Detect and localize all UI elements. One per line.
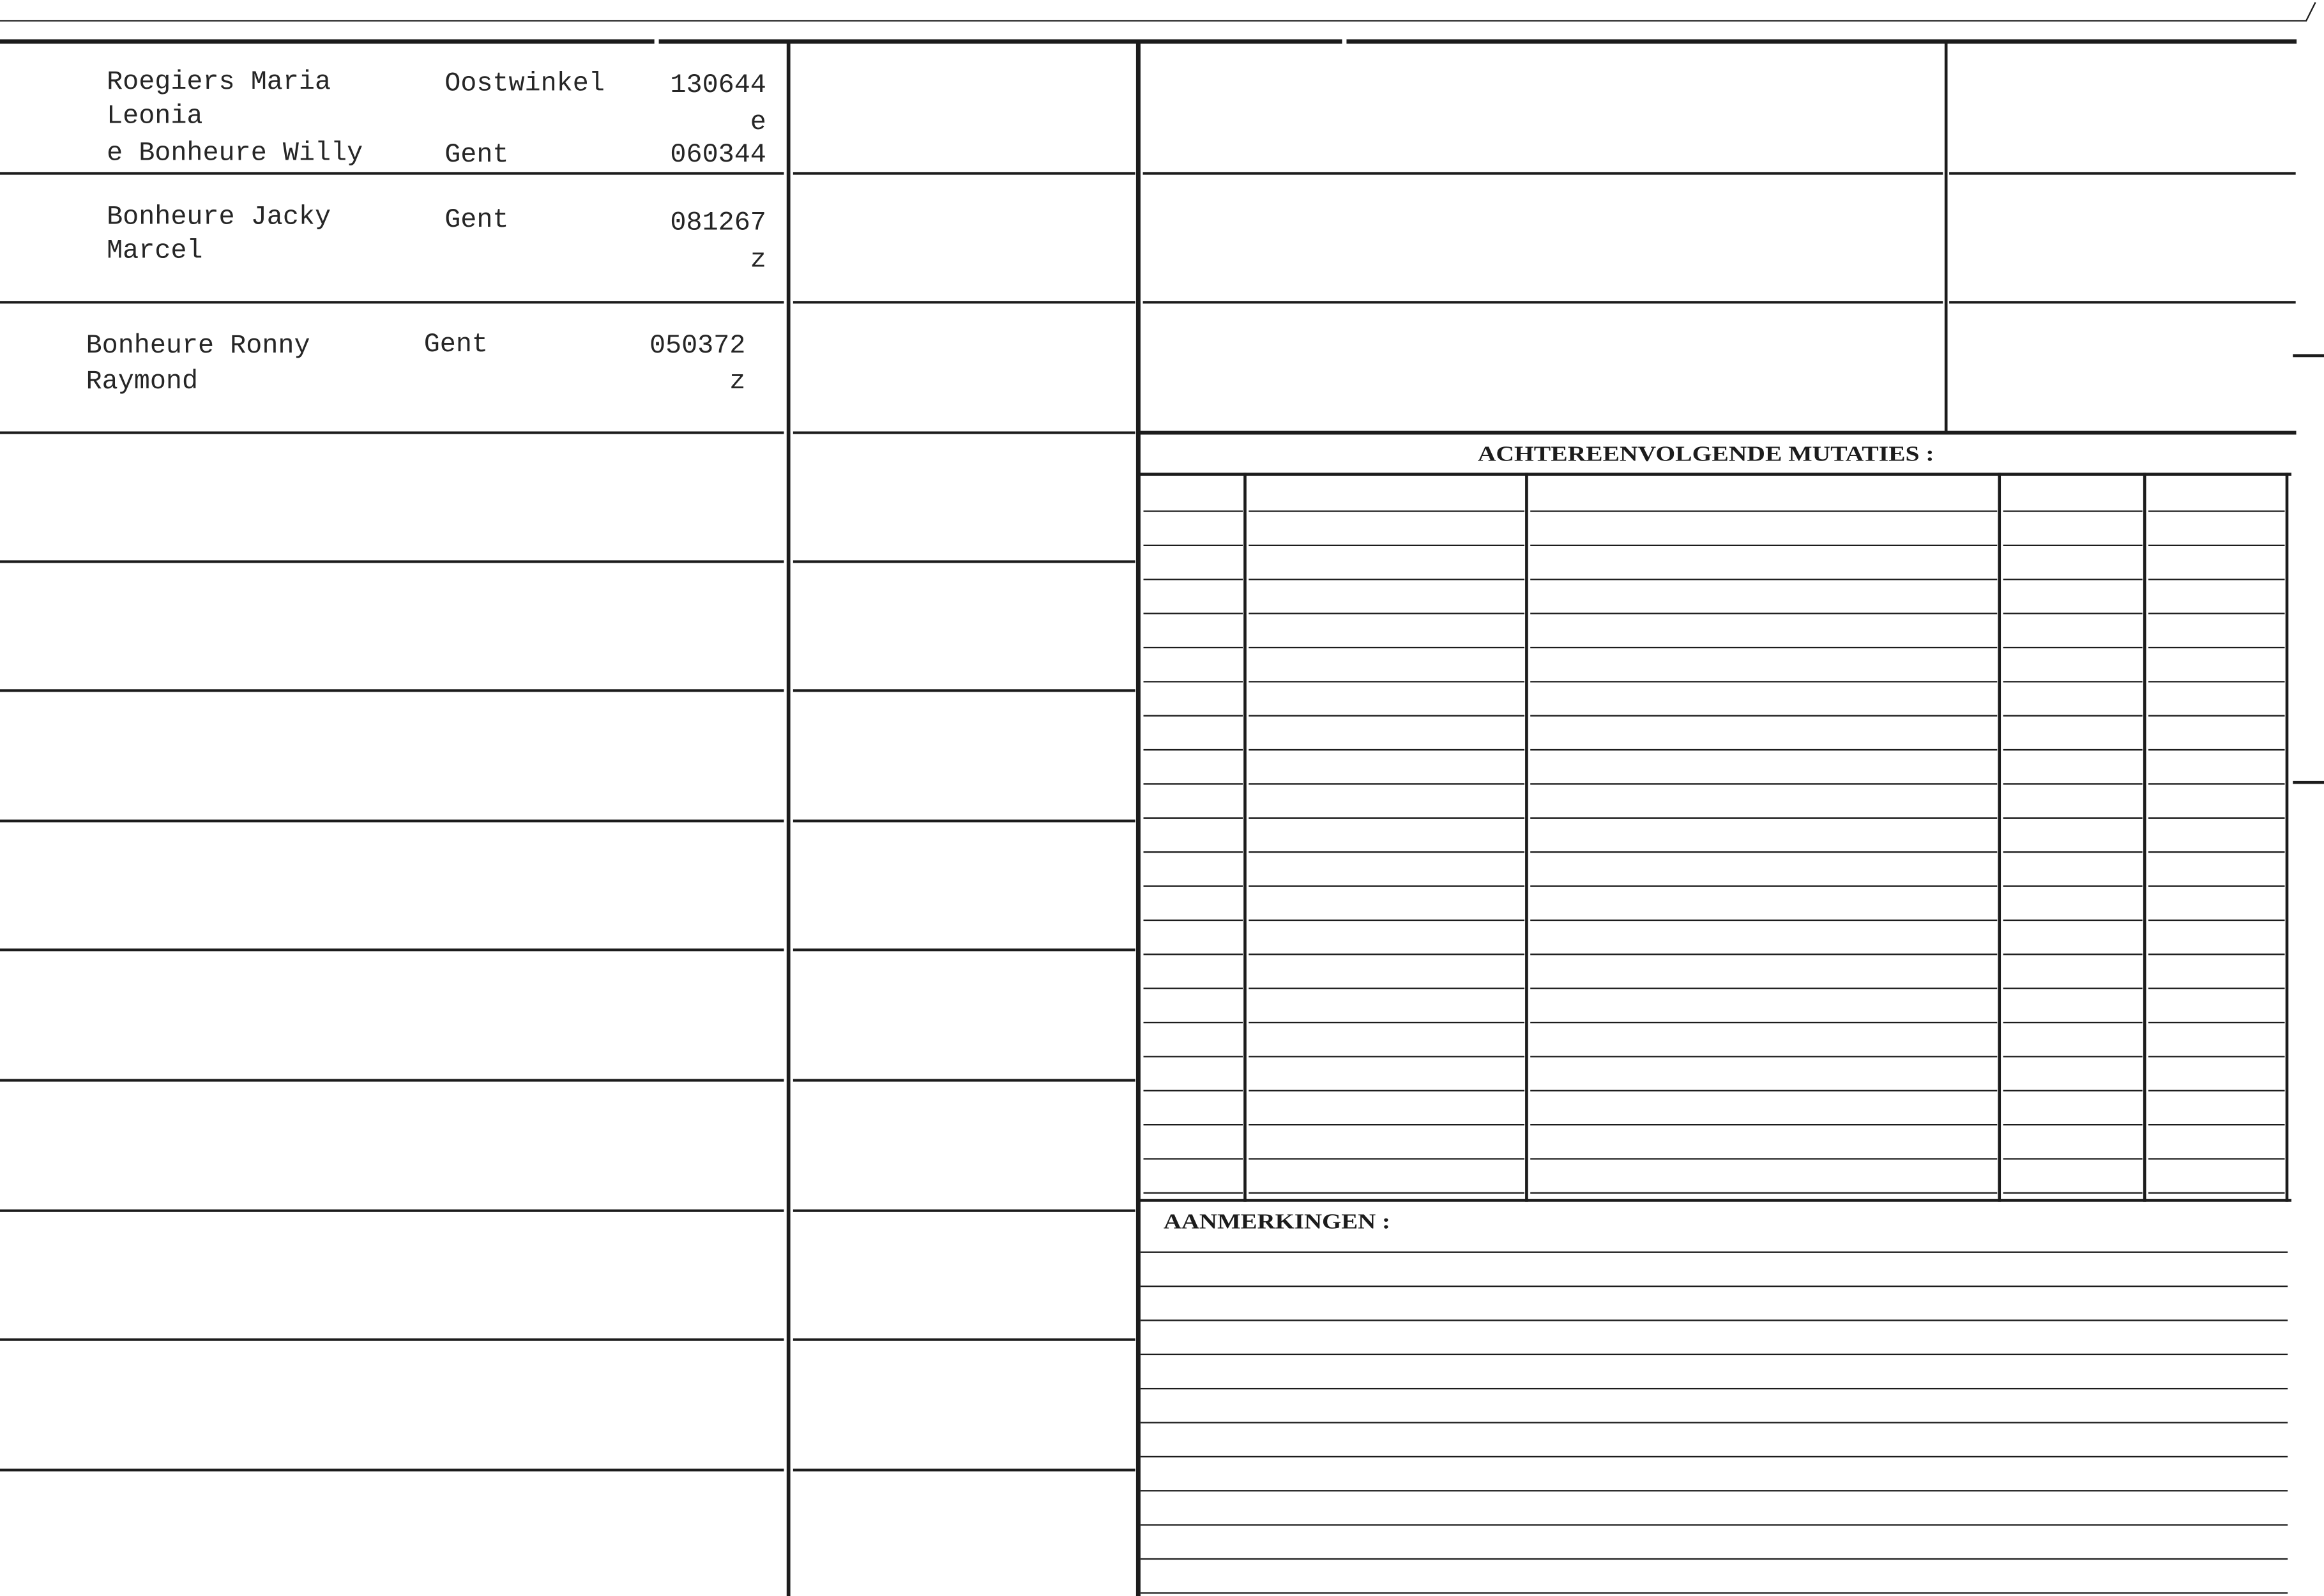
entry-code-line: 130644 (670, 69, 766, 100)
ruled-lines (0, 173, 2295, 1593)
entry-place-line: Gent (423, 328, 489, 360)
frame-lines (0, 3, 2324, 1596)
entry-name-line: Raymond (86, 365, 199, 397)
entry-name-line: Roegiers Maria (107, 66, 331, 98)
entry-name-line: Leonia (107, 100, 203, 132)
entry-code-line: 060344 (670, 139, 766, 170)
entry-code-line: z (729, 365, 746, 397)
remarks-heading: AANMERKINGEN : (1163, 1210, 1390, 1234)
entry-name-line: Bonheure Jacky (107, 201, 331, 232)
entry-name-line: Marcel (107, 235, 203, 266)
register-entries (86, 66, 766, 397)
entry-place-line: Oostwinkel (444, 68, 605, 99)
entry-code-line: 050372 (649, 330, 746, 361)
entry-code-line: 081267 (670, 207, 766, 238)
entry-name-line: e Bonheure Willy (107, 137, 363, 169)
entry-name-line: Bonheure Ronny (86, 330, 310, 361)
entry-place-line: Gent (444, 139, 509, 170)
mutations-heading: ACHTEREENVOLGENDE MUTATIES : (1477, 442, 1934, 466)
entry-code-line: e (750, 106, 766, 137)
top-edge-line (0, 3, 2315, 21)
entry-code-line: z (750, 244, 766, 275)
entry-place-line: Gent (444, 204, 509, 236)
